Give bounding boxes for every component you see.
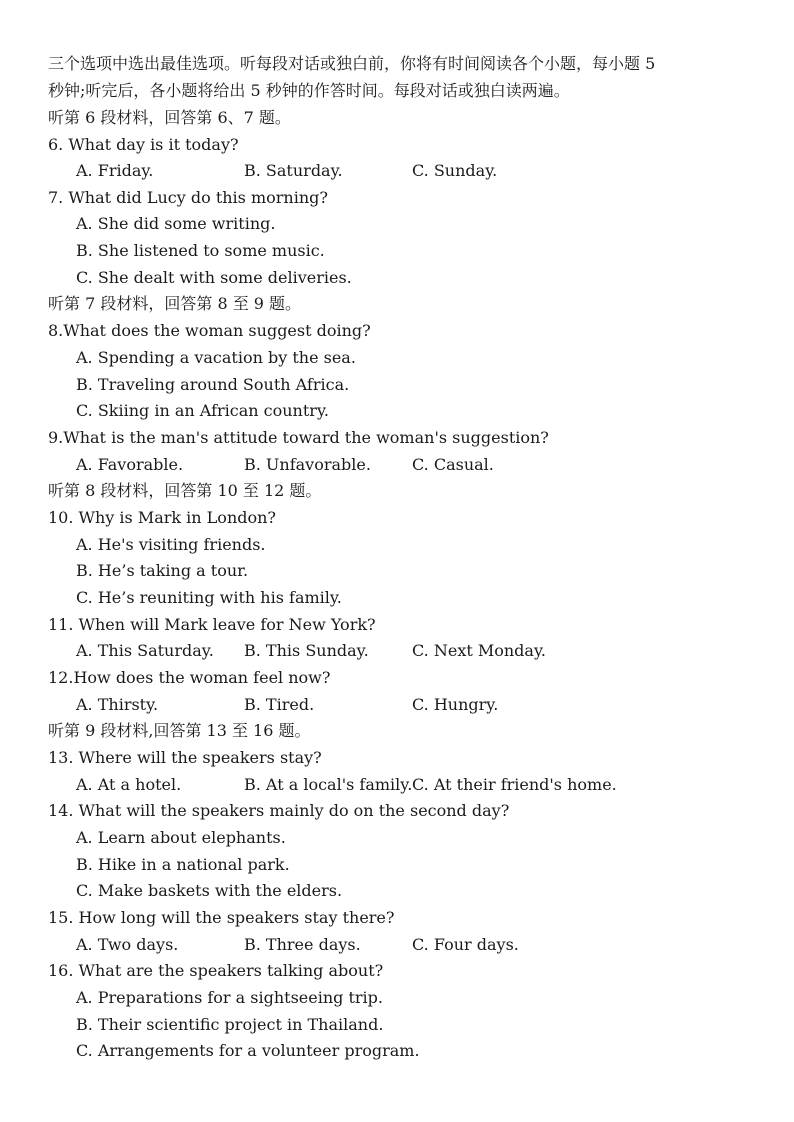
question-8: 8.What does the woman suggest doing? — [48, 321, 371, 340]
question-7-option-c: C. She dealt with some deliveries. — [76, 268, 352, 287]
question-8-option-b: B. Traveling around South Africa. — [76, 375, 350, 394]
question-7-option-b: B. She listened to some music. — [76, 241, 325, 260]
question-12-option-b: B. Tired. — [244, 695, 315, 714]
question-9-option-b: B. Unfavorable. — [244, 455, 371, 474]
question-7: 7. What did Lucy do this morning? — [48, 188, 328, 207]
question-11: 11. When will Mark leave for New York? — [48, 615, 376, 634]
question-14: 14. What will the speakers mainly do on the second day? — [48, 801, 510, 820]
question-11-option-b: B. This Sunday. — [244, 641, 369, 660]
question-15-option-c: C. Four days. — [412, 935, 519, 954]
question-15: 15. How long will the speakers stay there? — [48, 908, 395, 927]
question-10-option-b: B. He’s taking a tour. — [76, 561, 249, 580]
question-10-option-a: A. He's visiting friends. — [76, 535, 266, 554]
question-6-option-a: A. Friday. — [76, 161, 154, 180]
question-13-option-c: C. At their friend's home. — [412, 775, 617, 794]
question-14-option-a: A. Learn about elephants. — [76, 828, 286, 847]
question-12-option-a: A. Thirsty. — [76, 695, 159, 714]
question-10: 10. Why is Mark in London? — [48, 508, 276, 527]
intro-line-1: 三个选项中选出最佳选项。听每段对话或独白前，你将有时间阅读各个小题，每小题 5 — [48, 54, 656, 73]
question-16-option-a: A. Preparations for a sightseeing trip. — [76, 988, 383, 1007]
question-6-option-c: C. Sunday. — [412, 161, 498, 180]
section-header-9: 听第 9 段材料,回答第 13 至 16 题。 — [48, 721, 311, 740]
question-12: 12.How does the woman feel now? — [48, 668, 331, 687]
section-header-6: 听第 6 段材料，回答第 6、7 题。 — [48, 108, 291, 127]
question-9: 9.What is the man's attitude toward the woman's suggestion? — [48, 428, 549, 447]
question-16-option-c: C. Arrangements for a volunteer program. — [76, 1041, 420, 1060]
question-8-option-c: C. Skiing in an African country. — [76, 401, 329, 420]
question-9-option-c: C. Casual. — [412, 455, 494, 474]
question-15-option-b: B. Three days. — [244, 935, 361, 954]
question-11-option-a: A. This Saturday. — [76, 641, 214, 660]
question-15-option-a: A. Two days. — [76, 935, 179, 954]
section-header-8: 听第 8 段材料，回答第 10 至 12 题。 — [48, 481, 322, 500]
question-7-option-a: A. She did some writing. — [76, 214, 276, 233]
question-10-option-c: C. He’s reuniting with his family. — [76, 588, 342, 607]
question-13: 13. Where will the speakers stay? — [48, 748, 322, 767]
section-header-7: 听第 7 段材料，回答第 8 至 9 题。 — [48, 294, 302, 313]
question-6: 6. What day is it today? — [48, 135, 239, 154]
question-16-option-b: B. Their scientific project in Thailand. — [76, 1015, 384, 1034]
question-16: 16. What are the speakers talking about? — [48, 961, 384, 980]
question-8-option-a: A. Spending a vacation by the sea. — [76, 348, 356, 367]
question-11-option-c: C. Next Monday. — [412, 641, 546, 660]
question-6-option-b: B. Saturday. — [244, 161, 343, 180]
question-14-option-b: B. Hike in a national park. — [76, 855, 290, 874]
intro-line-2: 秒钟;听完后，各小题将给出 5 秒钟的作答时间。每段对话或独白读两遍。 — [48, 81, 570, 100]
question-12-option-c: C. Hungry. — [412, 695, 499, 714]
question-14-option-c: C. Make baskets with the elders. — [76, 881, 343, 900]
question-9-option-a: A. Favorable. — [76, 455, 184, 474]
question-13-option-b: B. At a local's family. — [244, 775, 413, 794]
question-13-option-a: A. At a hotel. — [76, 775, 182, 794]
